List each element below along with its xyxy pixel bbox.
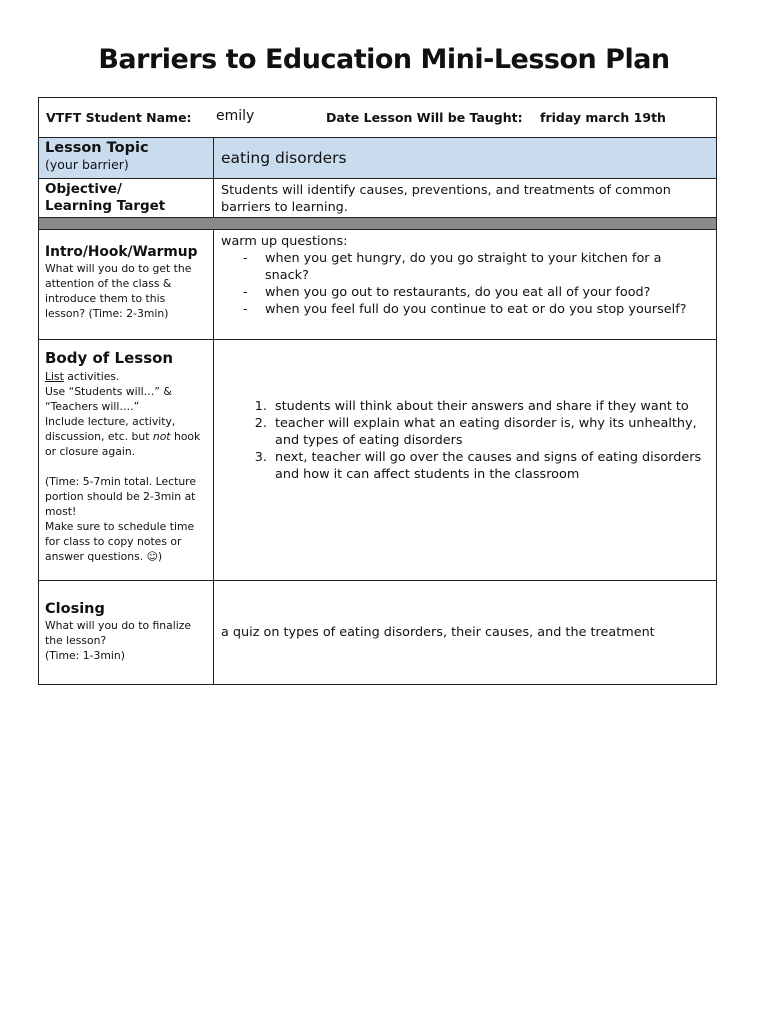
student-name-label: VTFT Student Name:	[46, 110, 192, 125]
closing-content-cell	[214, 581, 716, 684]
separator-bar	[39, 218, 716, 230]
desc-note: Make sure to schedule time for class to copy notes or answer questions. ☺)	[45, 520, 195, 563]
intro-row	[39, 230, 716, 340]
closing-label: Closing	[45, 601, 105, 617]
body-activity-list	[221, 398, 709, 483]
intro-content-cell	[214, 230, 716, 339]
student-info-row	[39, 98, 716, 138]
student-name-value: emily	[216, 107, 255, 124]
intro-lead: warm up questions:	[221, 234, 348, 249]
objective-label-line2: Learning Target	[45, 198, 166, 214]
body-label-cell	[39, 340, 214, 580]
closing-row	[39, 581, 716, 684]
list-item: - when you get hungry, do you go straight to your kitchen for a snack?	[243, 250, 709, 284]
closing-label-cell	[39, 581, 214, 684]
intro-label-cell	[39, 230, 214, 339]
lesson-topic-label-cell	[39, 138, 214, 178]
date-label: Date Lesson Will be Taught:	[326, 110, 523, 125]
date-value: friday march 19th	[540, 110, 666, 125]
not-word: not	[152, 430, 171, 443]
intro-question-list	[221, 250, 709, 318]
list-item: - when you feel full do you continue to eat or do you stop yourself?	[243, 301, 709, 318]
intro-label: Intro/Hook/Warmup	[45, 244, 198, 260]
desc-text: activities.	[63, 370, 120, 383]
page-title: Barriers to Education Mini-Lesson Plan	[98, 44, 670, 75]
lesson-plan-table	[38, 97, 717, 685]
closing-description: What will you do to finalize the lesson?	[45, 619, 192, 647]
desc-text: Include lecture, activity, discussion, etc. but	[45, 415, 176, 443]
objective-label-cell	[39, 179, 214, 217]
list-item: 3. next, teacher will go over the causes and signs of eating disorders and how it can affect students in the classroom	[271, 449, 709, 483]
lesson-topic-sublabel: (your barrier)	[45, 157, 129, 172]
body-description	[45, 369, 207, 564]
lesson-topic-value: eating disorders	[221, 149, 347, 167]
lesson-topic-row	[39, 138, 716, 179]
objective-value: Students will identify causes, preventions, and treatments of common barriers to learning.	[221, 183, 671, 215]
lesson-topic-label: Lesson Topic	[45, 140, 149, 156]
closing-time: (Time: 1-3min)	[45, 649, 125, 662]
list-item: 2. teacher will explain what an eating disorder is, why its unhealthy, and types of eating disorders	[271, 415, 709, 449]
list-item: 1. students will think about their answers and share if they want to	[271, 398, 709, 415]
objective-row	[39, 179, 716, 218]
body-content-cell	[214, 340, 716, 580]
objective-label-line1: Objective/	[45, 181, 122, 197]
intro-description: What will you do to get the attention of the class & introduce them to this lesson? (Time: 2-3min)	[45, 262, 192, 320]
closing-value: a quiz on types of eating disorders, their causes, and the treatment	[221, 625, 655, 640]
desc-time: (Time: 5-7min total. Lecture portion should be 2-3min at most!	[45, 475, 197, 518]
body-row	[39, 340, 716, 581]
lesson-topic-value-cell	[214, 138, 716, 178]
desc-text: hook or closure again.	[45, 430, 201, 458]
list-item: - when you go out to restaurants, do you eat all of your food?	[243, 284, 709, 301]
list-word: List	[45, 370, 64, 383]
desc-text: Use “Students will…” & “Teachers will….”	[45, 385, 172, 413]
body-label: Body of Lesson	[45, 349, 174, 367]
